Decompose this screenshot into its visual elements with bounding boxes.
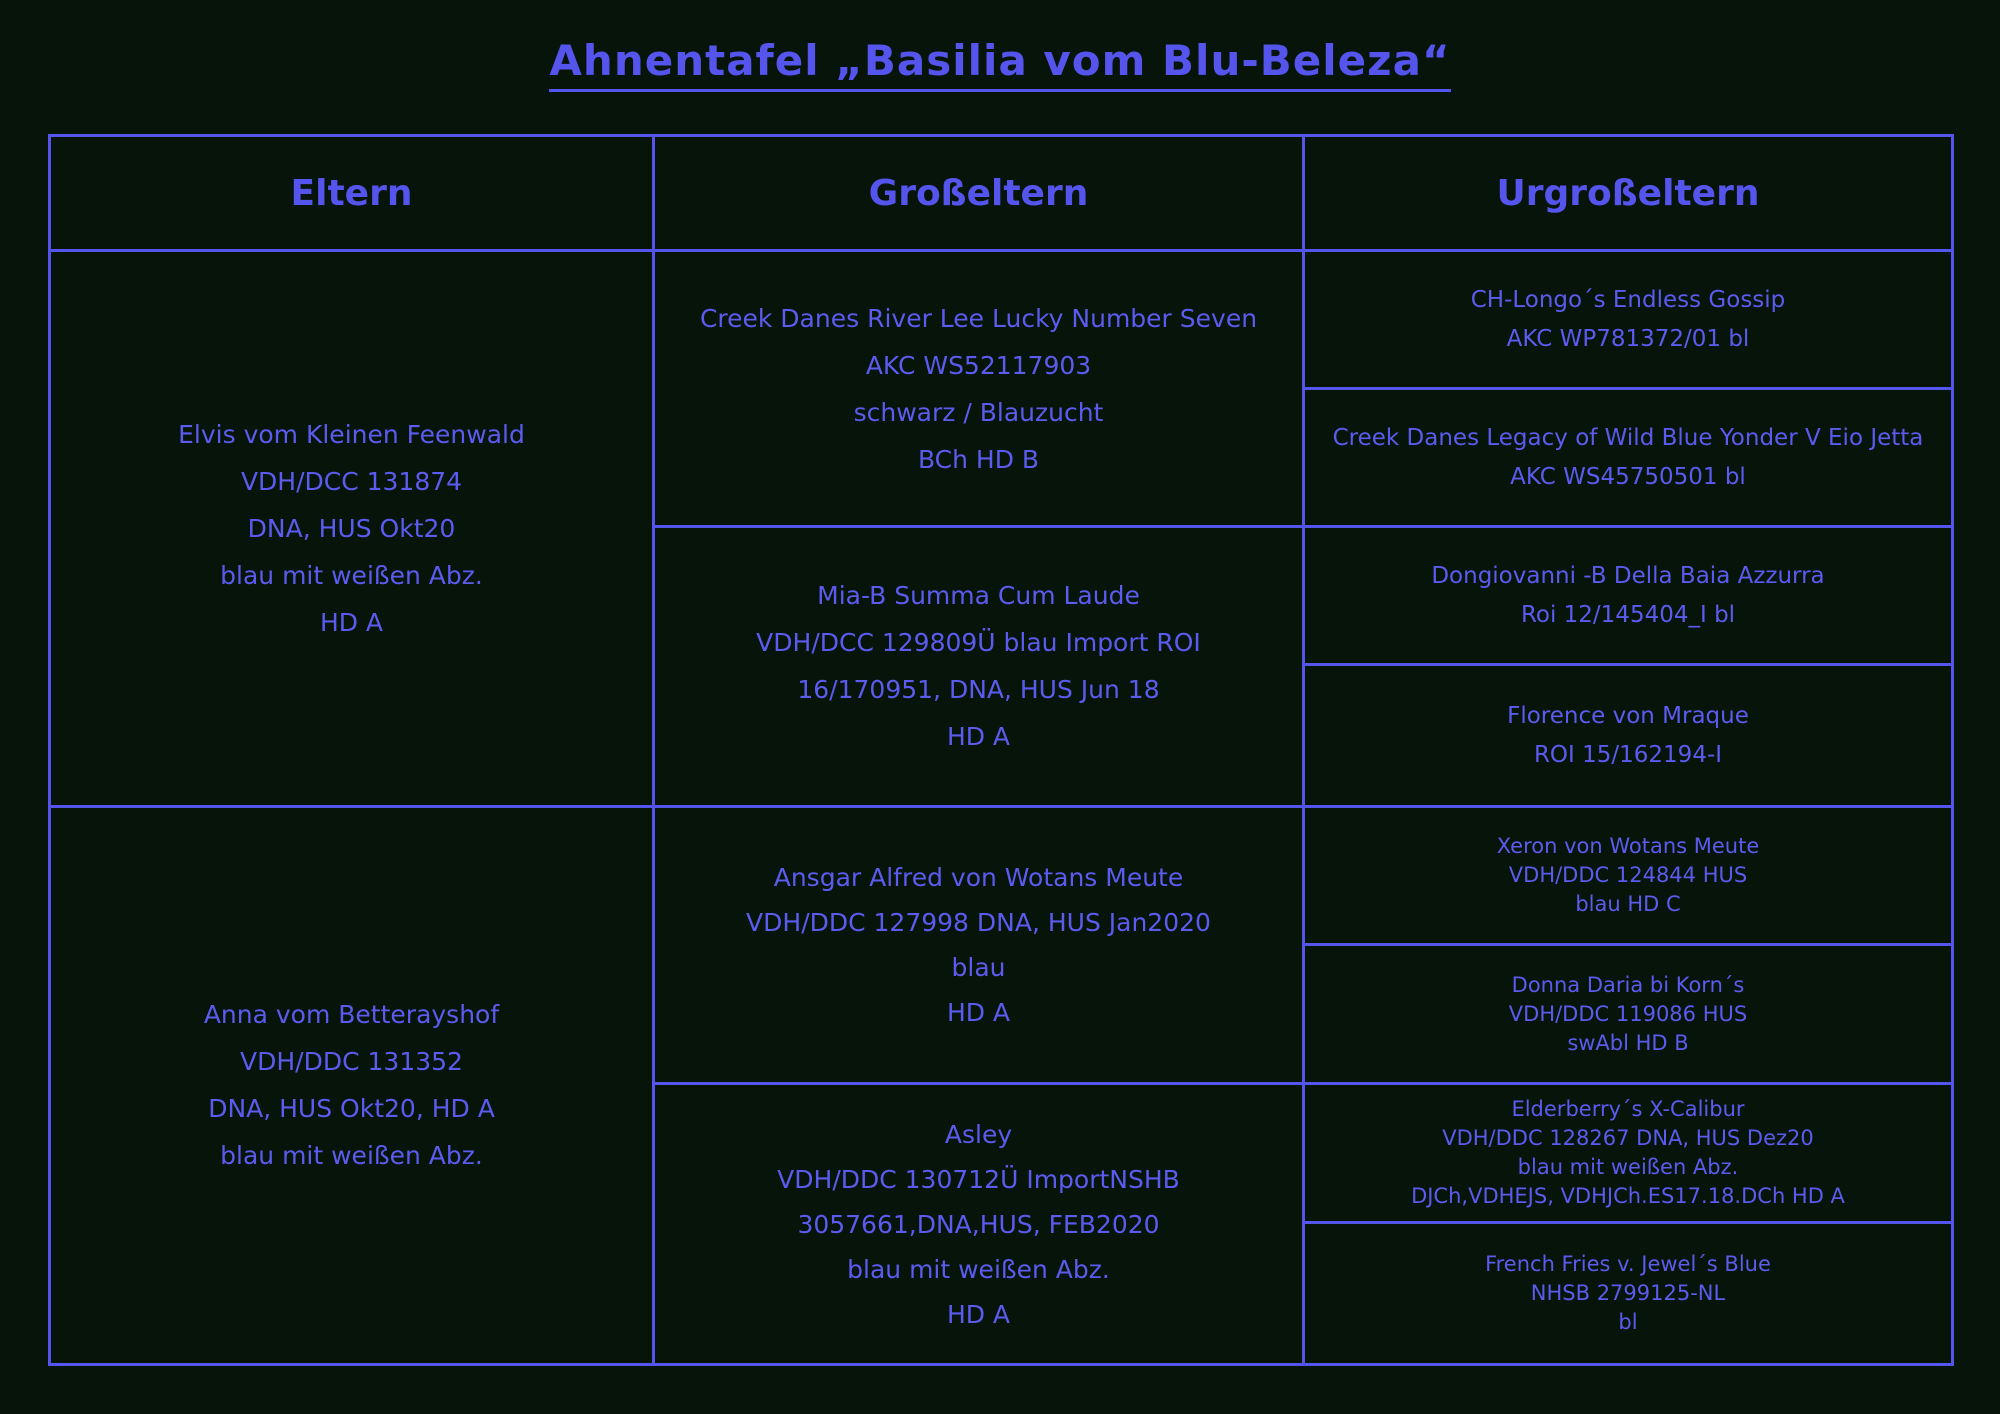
column-header-grandparents: Großeltern bbox=[655, 137, 1305, 249]
ggp-cell-dam-sire-dam bbox=[1305, 946, 1951, 1085]
ggp-dsd-color: swAbl HD B bbox=[1567, 1030, 1689, 1055]
sire-health: DNA, HUS Okt20 bbox=[247, 513, 456, 543]
ggp-sdd-name: Florence von Mraque bbox=[1507, 702, 1749, 729]
gp-sd-health: 16/170951, DNA, HUS Jun 18 bbox=[797, 675, 1160, 705]
ggp-ssd-name: Creek Danes Legacy of Wild Blue Yonder V Eio Jetta bbox=[1332, 424, 1924, 451]
ggp-sds-registration: Roi 12/145404_I bl bbox=[1520, 601, 1736, 628]
grandparent-cell-sire-dam bbox=[655, 528, 1302, 804]
ggp-dss-color: blau HD C bbox=[1575, 892, 1681, 917]
ggp-sdd-registration: ROI 15/162194-I bbox=[1533, 741, 1723, 768]
gp-dd-registration2: 3057661,DNA,HUS, FEB2020 bbox=[797, 1209, 1160, 1239]
gp-ds-registration: VDH/DDC 127998 DNA, HUS Jan2020 bbox=[746, 907, 1211, 937]
gp-dd-registration: VDH/DDC 130712Ü ImportNSHB bbox=[777, 1164, 1180, 1194]
sire-registration: VDH/DCC 131874 bbox=[240, 466, 463, 496]
gp-ss-registration: AKC WS52117903 bbox=[865, 350, 1092, 380]
gp-dd-name: Asley bbox=[944, 1119, 1013, 1149]
ggp-sss-registration: AKC WP781372/01 bl bbox=[1506, 325, 1750, 352]
gp-ss-titles: BCh HD B bbox=[917, 444, 1040, 474]
page-title-text: Ahnentafel „Basilia vom Blu-Beleza“ bbox=[549, 36, 1450, 92]
dam-health: DNA, HUS Okt20, HD A bbox=[208, 1094, 495, 1124]
gp-dd-color: blau mit weißen Abz. bbox=[847, 1254, 1110, 1284]
gp-sd-hd: HD A bbox=[946, 722, 1011, 752]
gp-ds-name: Ansgar Alfred von Wotans Meute bbox=[773, 862, 1184, 892]
grandparent-cell-dam-dam bbox=[655, 1085, 1302, 1363]
pedigree-row-dam bbox=[51, 808, 1951, 1363]
ggp-dss-name: Xeron von Wotans Meute bbox=[1496, 834, 1760, 859]
ggp-cell-dam-dam-dam bbox=[1305, 1224, 1951, 1363]
ggp-cell-sire-sire-dam bbox=[1305, 390, 1951, 528]
pedigree-row-sire bbox=[51, 252, 1951, 808]
page-title bbox=[0, 0, 2000, 102]
gp-sd-registration: VDH/DCC 129809Ü blau Import ROI bbox=[756, 628, 1201, 658]
ggp-dds-color: blau mit weißen Abz. bbox=[1517, 1155, 1739, 1180]
ggp-dss-registration: VDH/DDC 124844 HUS bbox=[1508, 863, 1748, 888]
ggp-sds-name: Dongiovanni -B Della Baia Azzurra bbox=[1431, 562, 1825, 589]
ggp-dds-name: Elderberry´s X-Calibur bbox=[1511, 1097, 1745, 1122]
ggp-dsd-registration: VDH/DDC 119086 HUS bbox=[1508, 1001, 1748, 1026]
ggp-cell-dam-dam-sire bbox=[1305, 1085, 1951, 1224]
greatgrandparent-column-dam bbox=[1305, 808, 1951, 1363]
gp-ss-name: Creek Danes River Lee Lucky Number Seven bbox=[699, 303, 1258, 333]
ggp-cell-sire-dam-dam bbox=[1305, 666, 1951, 804]
pedigree-table bbox=[48, 134, 1954, 1366]
gp-sd-name: Mia-B Summa Cum Laude bbox=[817, 581, 1140, 611]
ggp-dsd-name: Donna Daria bi Korn´s bbox=[1511, 972, 1745, 997]
sire-name: Elvis vom Kleinen Feenwald bbox=[178, 419, 525, 449]
ggp-cell-sire-dam-sire bbox=[1305, 528, 1951, 666]
ggp-ssd-registration: AKC WS45750501 bl bbox=[1510, 463, 1746, 490]
gp-ss-color: schwarz / Blauzucht bbox=[853, 397, 1104, 427]
ggp-ddd-registration: NHSB 2799125-NL bbox=[1530, 1281, 1726, 1306]
grandparent-cell-sire-sire bbox=[655, 252, 1302, 528]
grandparent-cell-dam-sire bbox=[655, 808, 1302, 1086]
parent-cell-sire bbox=[51, 252, 655, 805]
grandparent-column-dam bbox=[655, 808, 1305, 1363]
ggp-sss-name: CH-Longo´s Endless Gossip bbox=[1470, 286, 1786, 313]
grandparent-column-sire bbox=[655, 252, 1305, 805]
ggp-dds-registration: VDH/DDC 128267 DNA, HUS Dez20 bbox=[1442, 1126, 1814, 1151]
column-header-parents: Eltern bbox=[51, 137, 655, 249]
gp-ds-hd: HD A bbox=[946, 997, 1011, 1027]
ggp-ddd-name: French Fries v. Jewel´s Blue bbox=[1485, 1252, 1771, 1277]
ggp-ddd-color: bl bbox=[1618, 1310, 1638, 1335]
gp-dd-hd: HD A bbox=[946, 1299, 1011, 1329]
ggp-cell-sire-sire-sire bbox=[1305, 252, 1951, 390]
gp-ds-color: blau bbox=[951, 952, 1006, 982]
table-header-row bbox=[51, 137, 1951, 252]
parent-cell-dam bbox=[51, 808, 655, 1363]
sire-hd: HD A bbox=[319, 607, 384, 637]
ggp-dds-titles: DJCh,VDHEJS, VDHJCh.ES17.18.DCh HD A bbox=[1411, 1184, 1845, 1209]
sire-color: blau mit weißen Abz. bbox=[220, 560, 483, 590]
greatgrandparent-column-sire bbox=[1305, 252, 1951, 805]
dam-name: Anna vom Betterayshof bbox=[203, 1000, 500, 1030]
dam-color: blau mit weißen Abz. bbox=[220, 1141, 483, 1171]
dam-registration: VDH/DDC 131352 bbox=[240, 1047, 463, 1077]
ggp-cell-dam-sire-sire bbox=[1305, 808, 1951, 947]
column-header-greatgrandparents: Urgroßeltern bbox=[1496, 172, 1760, 214]
